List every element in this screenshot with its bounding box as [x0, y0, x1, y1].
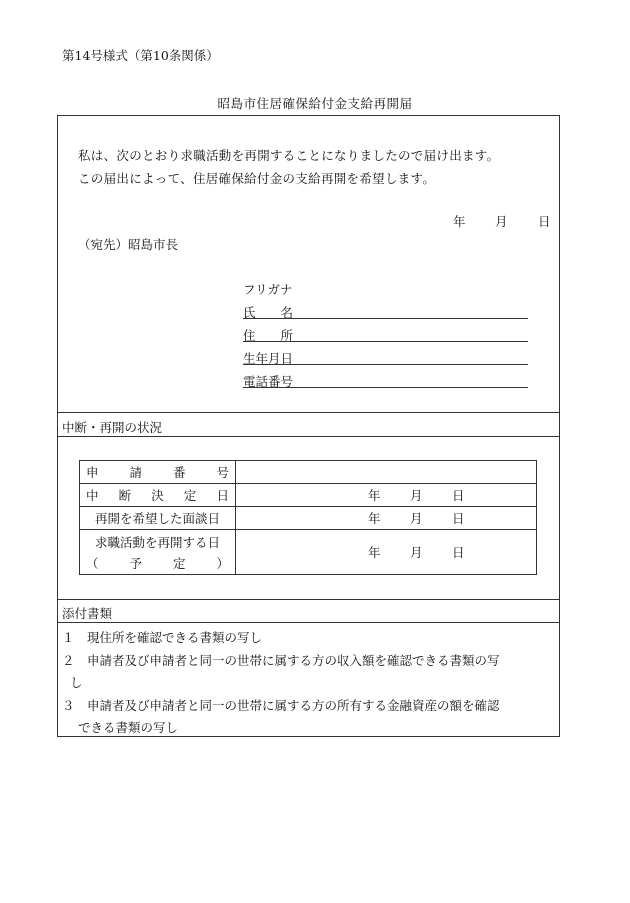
attachment-item-3: ３ 申請者及び申請者と同一の世帯に属する方の所有する金融資産の額を確認 — [62, 698, 500, 713]
section-divider — [57, 622, 560, 623]
table-row — [80, 461, 537, 484]
addressee: （宛先）昭島市長 — [78, 237, 179, 252]
table-row — [80, 530, 537, 575]
table-row — [80, 507, 537, 530]
suspension-date-label: 中 断 決 定 日 — [80, 484, 236, 507]
name-label: 氏 名 — [243, 305, 294, 320]
phone-label: 電話番号 — [243, 374, 294, 389]
attachment-item-2: ２ 申請者及び申請者と同一の世帯に属する方の収入額を確認できる書類の写 — [62, 653, 500, 668]
attachment-item-2-cont: し — [70, 675, 83, 690]
furigana-label: フリガナ — [243, 282, 293, 297]
interview-date-field[interactable]: 年 月 日 — [236, 507, 537, 530]
interview-date-label: 再開を希望した面談日 — [80, 507, 236, 530]
date-year-label: 年 — [453, 214, 466, 229]
resume-date-label: 求職活動を再開する日 （ 予 定 ） — [80, 530, 236, 575]
status-section-heading: 中断・再開の状況 — [62, 420, 163, 435]
birthdate-field[interactable] — [243, 364, 528, 365]
section-divider — [57, 412, 560, 413]
document-title: 昭島市住居確保給付金支給再開届 — [217, 96, 413, 111]
suspension-date-field[interactable]: 年 月 日 — [236, 484, 537, 507]
birthdate-label: 生年月日 — [243, 351, 294, 366]
form-number-label: 第14号様式（第10条関係） — [62, 48, 219, 63]
phone-field[interactable] — [243, 387, 528, 388]
name-field[interactable] — [243, 318, 528, 319]
date-month-label: 月 — [495, 214, 508, 229]
address-label: 住 所 — [243, 328, 294, 343]
application-number-field[interactable] — [236, 461, 537, 484]
resume-date-field[interactable]: 年 月 日 — [236, 530, 537, 575]
date-day-label: 日 — [538, 214, 551, 229]
attachment-item-1: １ 現住所を確認できる書類の写し — [62, 630, 263, 645]
section-divider — [57, 599, 560, 600]
table-row — [80, 484, 537, 507]
intro-line-2: この届出によって、住居確保給付金の支給再開を希望します。 — [78, 171, 436, 186]
application-number-label: 申 請 番 号 — [80, 461, 236, 484]
attachment-item-3-cont: できる書類の写し — [78, 720, 179, 735]
section-divider — [57, 436, 560, 437]
status-table — [79, 460, 537, 575]
address-field[interactable] — [243, 341, 528, 342]
attachments-heading: 添付書類 — [62, 606, 113, 621]
intro-line-1: 私は、次のとおり求職活動を再開することになりましたので届け出ます。 — [78, 148, 500, 163]
